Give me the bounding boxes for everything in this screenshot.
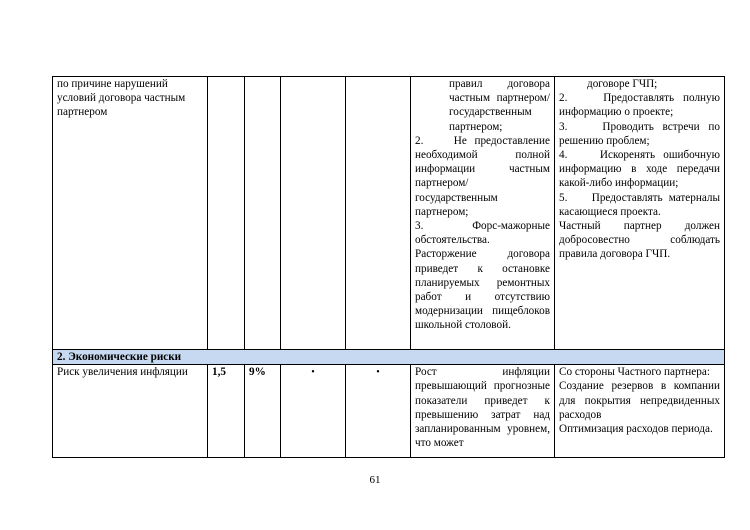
table-row-continued bbox=[53, 77, 725, 350]
cause-line: 2. Не предоставление необходимой полной информации частным партнером/государственным партнером; bbox=[415, 134, 550, 218]
probability-cell-empty bbox=[346, 77, 411, 350]
percent-cell-empty bbox=[245, 77, 281, 350]
measures-cell bbox=[555, 365, 725, 458]
risk-table bbox=[52, 76, 725, 458]
percent-value: 9% bbox=[249, 366, 266, 379]
score-cell bbox=[208, 365, 245, 458]
percent-cell bbox=[245, 365, 281, 458]
table-row-inflation bbox=[53, 365, 725, 458]
score-value: 1,5 bbox=[212, 366, 226, 379]
risk-name-cell bbox=[53, 77, 208, 350]
measure-line: Оптимизация расходов периода. bbox=[559, 423, 713, 436]
impact-cell bbox=[281, 365, 346, 458]
measure-line: Со стороны Частного партнера: bbox=[559, 366, 710, 379]
probability-cell bbox=[346, 365, 411, 458]
measure-line: 3. Проводить встречи по решению проблем; bbox=[559, 120, 720, 147]
page-number: 61 bbox=[369, 474, 381, 486]
risk-name-text: по причине нарушений условий договора частным партнером bbox=[57, 78, 186, 119]
section-title: 2. Экономические риски bbox=[53, 350, 725, 365]
cause-line: правил договора частным партнером/государственным партнером; bbox=[449, 78, 550, 133]
cause-text: Рост инфляции превышающий прогнозные показатели приведет к превышению затрат над запланированным уровнем, что может bbox=[415, 366, 550, 450]
measure-line: Частный партнер должен добросовестно соблюдать правила договора ГЧП. bbox=[559, 220, 720, 261]
section-header-row bbox=[53, 350, 725, 365]
causes-cell bbox=[411, 365, 555, 458]
cause-line: 3. Форс-мажорные обстоятельства. bbox=[415, 220, 550, 247]
measure-line: Создание резервов в компании для покрытия непредвиденных расходов bbox=[559, 380, 720, 421]
impact-cell-empty bbox=[281, 77, 346, 350]
measure-line: 4. Искоренять ошибочную информацию в ходе передачи какой-либо информации; bbox=[559, 149, 720, 190]
risk-name-cell bbox=[53, 365, 208, 458]
bullet-mark: • bbox=[311, 367, 315, 379]
causes-cell bbox=[411, 77, 555, 350]
score-cell-empty bbox=[208, 77, 245, 350]
cause-line: Расторжение договора приведет к остановке планируемых ремонтных работ и отсутствию модернизации пищеблоков школьной столовой. bbox=[415, 248, 550, 332]
measure-line: 5. Предоставлять матерналы касающиеся проекта. bbox=[559, 191, 720, 218]
risk-name-text: Риск увеличения инфляции bbox=[57, 366, 188, 379]
measures-cell bbox=[555, 77, 725, 350]
bullet-mark: • bbox=[376, 367, 380, 379]
measure-line: договоре ГЧП; bbox=[587, 78, 658, 90]
measure-line: 2. Предоставлять полную информацию о проекте; bbox=[559, 92, 720, 119]
